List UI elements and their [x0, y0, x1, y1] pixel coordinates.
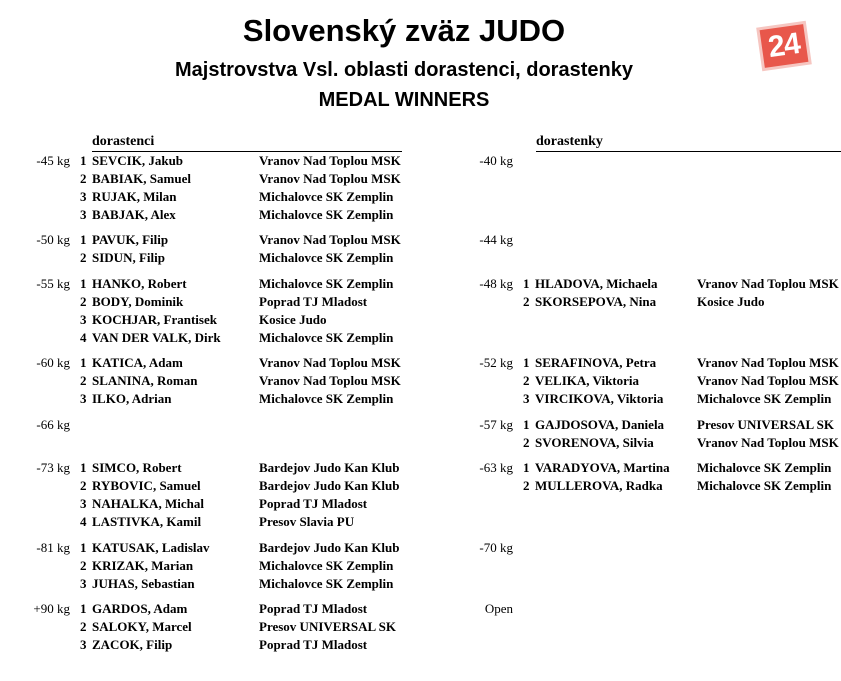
- club-name: Vranov Nad Toplou MSK: [259, 153, 401, 168]
- club-name: Poprad TJ Mladost: [259, 496, 368, 511]
- medal-place: 2: [523, 478, 530, 493]
- athlete-name: BODY, Dominik: [92, 294, 184, 309]
- athlete-name: SALOKY, Marcel: [92, 619, 192, 634]
- boys-weight-category: -50 kg: [36, 232, 70, 247]
- girls-weight-category: -52 kg: [479, 355, 513, 370]
- club-name: Vranov Nad Toplou MSK: [697, 276, 839, 291]
- boys-medalist-row: [0, 152, 841, 170]
- athlete-name: SIDUN, Filip: [92, 250, 165, 265]
- medal-place: 1: [80, 276, 87, 291]
- girls-medalist-row: [0, 459, 841, 477]
- medal-place: 1: [80, 153, 87, 168]
- club-name: Vranov Nad Toplou MSK: [259, 171, 401, 186]
- girls-weight-category: -57 kg: [479, 417, 513, 432]
- medal-place: 2: [523, 294, 530, 309]
- athlete-name: BABIAK, Samuel: [92, 171, 191, 186]
- boys-weight-category: -73 kg: [36, 460, 70, 475]
- athlete-name: KATICA, Adam: [92, 355, 183, 370]
- boys-medalist-row: [0, 495, 841, 513]
- club-name: Vranov Nad Toplou MSK: [697, 355, 839, 370]
- athlete-name: RYBOVIC, Samuel: [92, 478, 201, 493]
- medal-place: 4: [80, 330, 87, 345]
- club-name: Poprad TJ Mladost: [259, 637, 368, 652]
- club-name: Vranov Nad Toplou MSK: [697, 435, 839, 450]
- club-name: Michalovce SK Zemplin: [259, 576, 394, 591]
- girls-medalist-row: [0, 416, 841, 434]
- medal-place: 1: [80, 232, 87, 247]
- medal-place: 1: [523, 417, 530, 432]
- girls-column-header: dorastenky: [536, 134, 841, 152]
- club-name: Presov UNIVERSAL SK: [697, 417, 835, 432]
- athlete-name: ZACOK, Filip: [92, 637, 173, 652]
- medal-place: 3: [523, 391, 530, 406]
- medal-place: 1: [80, 601, 87, 616]
- medal-place: 3: [80, 637, 87, 652]
- boys-weight-category: -60 kg: [36, 355, 70, 370]
- athlete-name: VARADYOVA, Martina: [535, 460, 670, 475]
- boys-medalist-row: [0, 249, 841, 267]
- club-name: Bardejov Judo Kan Klub: [259, 540, 400, 555]
- boys-medalist-row: [0, 636, 841, 654]
- club-name: Michalovce SK Zemplin: [697, 478, 832, 493]
- club-name: Presov Slavia PU: [259, 514, 355, 529]
- club-name: Presov UNIVERSAL SK: [259, 619, 397, 634]
- boys-medalist-row: [0, 231, 841, 249]
- club-name: Michalovce SK Zemplin: [259, 391, 394, 406]
- medal-place: 1: [80, 540, 87, 555]
- boys-weight-category: -45 kg: [36, 153, 70, 168]
- athlete-name: KRIZAK, Marian: [92, 558, 194, 573]
- athlete-name: SKORSEPOVA, Nina: [535, 294, 657, 309]
- girls-medalist-row: [0, 354, 841, 372]
- girls-medalist-row: [0, 293, 841, 311]
- medal-place: 2: [80, 373, 87, 388]
- medal-place: 3: [80, 496, 87, 511]
- girls-medalist-row: [0, 390, 841, 408]
- athlete-name: SLANINA, Roman: [92, 373, 198, 388]
- boys-weight-category: -66 kg: [36, 417, 70, 432]
- medal-place: 3: [80, 312, 87, 327]
- girls-medalist-row: [0, 477, 841, 495]
- athlete-name: VELIKA, Viktoria: [535, 373, 640, 388]
- athlete-name: VIRCIKOVA, Viktoria: [535, 391, 664, 406]
- site-logo-24[interactable]: [760, 24, 809, 68]
- club-name: Michalovce SK Zemplin: [259, 189, 394, 204]
- boys-column-header: dorastenci: [92, 134, 402, 152]
- club-name: Bardejov Judo Kan Klub: [259, 478, 400, 493]
- medal-place: 2: [80, 250, 87, 265]
- club-name: Michalovce SK Zemplin: [697, 460, 832, 475]
- medal-place: 1: [80, 355, 87, 370]
- medal-place: 3: [80, 207, 87, 222]
- logo-text: 24: [766, 26, 802, 65]
- athlete-name: GARDOS, Adam: [92, 601, 188, 616]
- medal-place: 3: [80, 189, 87, 204]
- athlete-name: NAHALKA, Michal: [92, 496, 204, 511]
- medal-place: 2: [80, 294, 87, 309]
- club-name: Poprad TJ Mladost: [259, 294, 368, 309]
- medal-place: 3: [80, 576, 87, 591]
- medal-place: 2: [80, 171, 87, 186]
- boys-medalist-row: [0, 329, 841, 347]
- girls-weight-category: -44 kg: [479, 232, 513, 247]
- athlete-name: ILKO, Adrian: [92, 391, 172, 406]
- boys-medalist-row: [0, 513, 841, 531]
- boys-medalist-row: [0, 170, 841, 188]
- club-name: Kosice Judo: [697, 294, 765, 309]
- boys-medalist-row: [0, 618, 841, 636]
- girls-weight-category: -48 kg: [479, 276, 513, 291]
- medal-place: 2: [523, 373, 530, 388]
- athlete-name: VAN DER VALK, Dirk: [92, 330, 221, 345]
- club-name: Michalovce SK Zemplin: [259, 250, 394, 265]
- athlete-name: MULLEROVA, Radka: [535, 478, 663, 493]
- medal-place: 2: [80, 619, 87, 634]
- athlete-name: KATUSAK, Ladislav: [92, 540, 210, 555]
- medal-place: 2: [523, 435, 530, 450]
- medal-place: 2: [80, 558, 87, 573]
- girls-medalist-row: [0, 434, 841, 452]
- athlete-name: LASTIVKA, Kamil: [92, 514, 202, 529]
- girls-weight-category: Open: [484, 601, 513, 616]
- club-name: Vranov Nad Toplou MSK: [697, 373, 839, 388]
- club-name: Poprad TJ Mladost: [259, 601, 368, 616]
- boys-medalist-row: [0, 600, 841, 618]
- club-name: Vranov Nad Toplou MSK: [259, 232, 401, 247]
- athlete-name: SERAFINOVA, Petra: [535, 355, 657, 370]
- boys-weight-category: -55 kg: [36, 276, 70, 291]
- medal-place: 1: [523, 355, 530, 370]
- club-name: Michalovce SK Zemplin: [697, 391, 832, 406]
- event-subtitle: Majstrovstva Vsl. oblasti dorastenci, dorastenky: [175, 59, 633, 81]
- boys-medalist-row: [0, 311, 841, 329]
- page-title: Slovenský zväz JUDO: [242, 13, 566, 48]
- club-name: Vranov Nad Toplou MSK: [259, 355, 401, 370]
- medal-place: 2: [80, 478, 87, 493]
- athlete-name: GAJDOSOVA, Daniela: [535, 417, 665, 432]
- girls-weight-category: -70 kg: [479, 540, 513, 555]
- girls-weight-category: -63 kg: [479, 460, 513, 475]
- medal-place: 3: [80, 391, 87, 406]
- club-name: Michalovce SK Zemplin: [259, 330, 394, 345]
- club-name: Bardejov Judo Kan Klub: [259, 460, 400, 475]
- girls-medalist-row: [0, 275, 841, 293]
- athlete-name: HANKO, Robert: [92, 276, 187, 291]
- athlete-name: BABJAK, Alex: [92, 207, 176, 222]
- athlete-name: SEVCIK, Jakub: [92, 153, 184, 168]
- boys-weight-category: -81 kg: [36, 540, 70, 555]
- club-name: Michalovce SK Zemplin: [259, 558, 394, 573]
- boys-medalist-row: [0, 188, 841, 206]
- boys-medalist-row: [0, 206, 841, 224]
- boys-medalist-row: [0, 557, 841, 575]
- club-name: Michalovce SK Zemplin: [259, 276, 394, 291]
- athlete-name: SIMCO, Robert: [92, 460, 182, 475]
- boys-weight-category: +90 kg: [33, 601, 70, 616]
- medal-place: 1: [80, 460, 87, 475]
- athlete-name: JUHAS, Sebastian: [92, 576, 195, 591]
- club-name: Michalovce SK Zemplin: [259, 207, 394, 222]
- boys-medalist-row: [0, 539, 841, 557]
- girls-medalist-row: [0, 372, 841, 390]
- boys-medalist-row: [0, 575, 841, 593]
- club-name: Vranov Nad Toplou MSK: [259, 373, 401, 388]
- medal-winners-heading: MEDAL WINNERS: [318, 89, 490, 111]
- athlete-name: SVORENOVA, Silvia: [535, 435, 654, 450]
- medal-place: 4: [80, 514, 87, 529]
- athlete-name: RUJAK, Milan: [92, 189, 177, 204]
- athlete-name: HLADOVA, Michaela: [535, 276, 658, 291]
- medal-place: 1: [523, 460, 530, 475]
- club-name: Kosice Judo: [259, 312, 327, 327]
- girls-weight-category: -40 kg: [479, 153, 513, 168]
- athlete-name: PAVUK, Filip: [92, 232, 169, 247]
- medal-place: 1: [523, 276, 530, 291]
- athlete-name: KOCHJAR, Frantisek: [92, 312, 217, 327]
